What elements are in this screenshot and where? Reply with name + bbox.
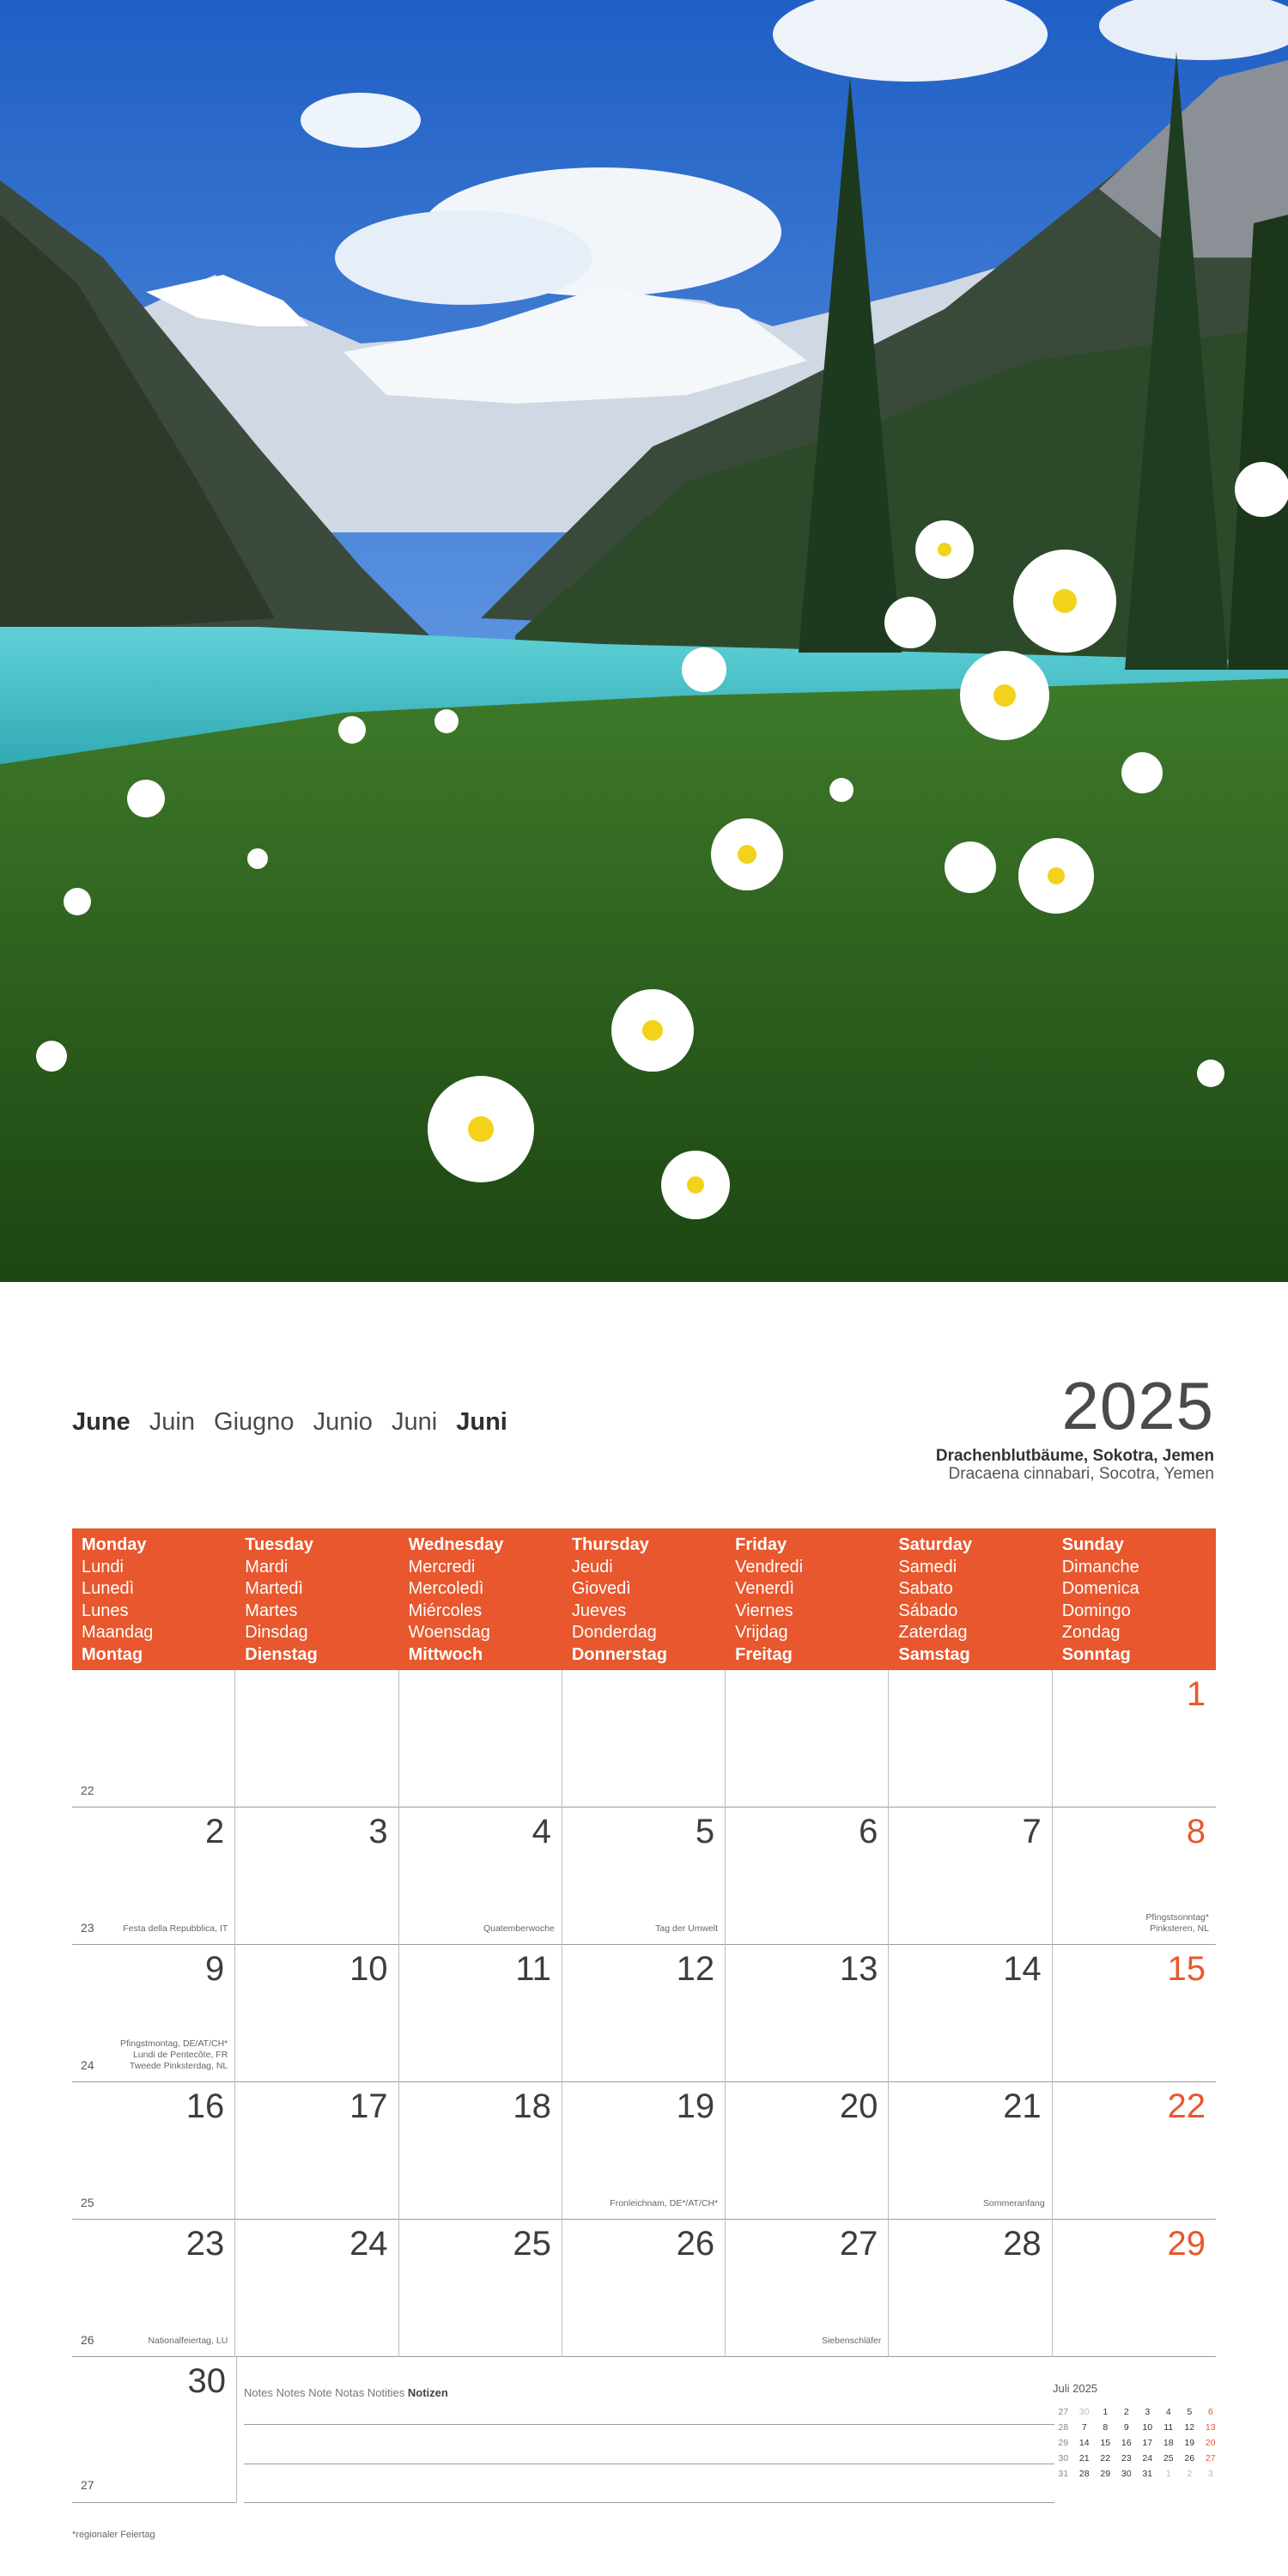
month-name-es: Junio (313, 1408, 373, 1436)
weekday-label-es: Lunes (82, 1601, 129, 1620)
weekday-label-de: Freitag (735, 1644, 793, 1664)
mini-calendar-week (1053, 2407, 1221, 2422)
day-number: 12 (676, 1950, 715, 1988)
day-cell[interactable] (1053, 2220, 1216, 2357)
month-names (72, 1408, 519, 1437)
weekday-label-it: Martedì (245, 1579, 304, 1598)
mini-week-number: 31 (1058, 2469, 1069, 2479)
notes-label-fr: Notes (276, 2386, 306, 2399)
mini-day: 28 (1078, 2469, 1090, 2479)
weekday-column (72, 1528, 235, 1670)
week-row (72, 2082, 1216, 2220)
holiday-label: Pfingstmontag, DE/AT/CH* Lundi de Pentecôte, FR Tweede Pinksterdag, NL (120, 2038, 228, 2071)
day-number: 26 (676, 2225, 715, 2263)
day-number: 18 (513, 2087, 551, 2125)
day-cell[interactable] (1053, 1670, 1216, 1807)
year-title: 2025 (1061, 1368, 1214, 1443)
photo-caption: Drachenblutbäume, Sokotra, Jemen (935, 1447, 1214, 1465)
mini-day: 31 (1142, 2469, 1153, 2479)
day-cell[interactable] (1053, 2082, 1216, 2220)
notes-label (244, 2386, 448, 2399)
mini-day: 3 (1207, 2469, 1213, 2479)
month-name-de: Juni (456, 1408, 507, 1436)
mountain-lake-image (0, 0, 1288, 1282)
mini-day: 20 (1205, 2438, 1216, 2448)
mini-day: 30 (1121, 2469, 1132, 2479)
weekday-label-fr: Dimanche (1061, 1557, 1139, 1577)
day-cell[interactable] (726, 1807, 889, 1945)
mini-day: 7 (1081, 2422, 1087, 2433)
mini-day: 27 (1205, 2453, 1216, 2464)
weekday-column (726, 1528, 889, 1670)
day-cell[interactable] (235, 2082, 398, 2220)
day-cell[interactable] (72, 2357, 237, 2503)
footnote: *regionaler Feiertag (72, 2530, 155, 2540)
weekday-label-it: Venerdì (735, 1579, 795, 1598)
weekday-label-es: Jueves (571, 1601, 627, 1620)
day-cell[interactable] (235, 1670, 398, 1807)
day-cell[interactable] (72, 1670, 235, 1807)
mini-week-number: 29 (1058, 2438, 1069, 2448)
mini-day: 2 (1123, 2407, 1129, 2417)
weekday-label-it: Mercoledì (408, 1579, 484, 1598)
day-cell[interactable] (562, 1670, 726, 1807)
week-number: 24 (81, 2058, 94, 2072)
mini-calendar-week (1053, 2438, 1221, 2453)
day-cell[interactable] (399, 2220, 562, 2357)
mini-calendar-week (1053, 2453, 1221, 2469)
holiday-label: Quatemberwoche (483, 1923, 555, 1934)
mini-day: 4 (1165, 2407, 1171, 2417)
day-number: 19 (676, 2087, 715, 2125)
weekday-label-es: Viernes (735, 1601, 793, 1620)
weekday-label-it: Giovedì (571, 1579, 631, 1598)
day-cell[interactable] (889, 1670, 1052, 1807)
day-number: 13 (839, 1950, 878, 1988)
holiday-label: Nationalfeiertag, LU (148, 2336, 228, 2346)
weekday-header (72, 1528, 1216, 1670)
day-number: 16 (185, 2087, 225, 2125)
mini-day: 9 (1123, 2422, 1129, 2433)
mini-week-number: 30 (1058, 2453, 1069, 2464)
mini-day: 26 (1184, 2453, 1195, 2464)
day-cell[interactable] (889, 2082, 1052, 2220)
weekday-label-de: Donnerstag (571, 1644, 667, 1664)
week-number: 22 (81, 1783, 94, 1797)
day-number: 20 (839, 2087, 878, 2125)
week-number: 27 (81, 2478, 94, 2492)
holiday-label: Siebenschläfer (821, 2336, 882, 2346)
day-number: 6 (859, 1813, 878, 1850)
week-number: 23 (81, 1921, 94, 1935)
day-cell[interactable] (562, 1945, 726, 2082)
week-row (72, 2220, 1216, 2357)
mini-calendar-week (1053, 2469, 1221, 2484)
weekday-label-nl: Maandag (82, 1623, 154, 1642)
weekday-column (235, 1528, 398, 1670)
weekday-label-fr: Mercredi (408, 1557, 476, 1577)
day-number: 4 (532, 1813, 551, 1850)
weekday-label-en: Wednesday (408, 1535, 504, 1554)
day-number: 10 (349, 1950, 388, 1988)
weekday-label-de: Sonntag (1061, 1644, 1131, 1664)
day-cell[interactable] (235, 2220, 398, 2357)
day-cell[interactable] (726, 1945, 889, 2082)
weekday-label-en: Sunday (1061, 1535, 1124, 1554)
day-cell[interactable] (562, 2082, 726, 2220)
day-number: 29 (1167, 2225, 1206, 2263)
weekday-label-en: Friday (735, 1535, 787, 1554)
mini-day: 18 (1163, 2438, 1174, 2448)
month-name-nl: Juni (391, 1408, 438, 1436)
day-number: 1 (1186, 1675, 1206, 1713)
mini-day: 3 (1145, 2407, 1151, 2417)
mini-day: 5 (1187, 2407, 1193, 2417)
mini-calendar-title: Juli 2025 (1053, 2382, 1098, 2395)
mini-calendar-week (1053, 2422, 1221, 2438)
day-number: 8 (1186, 1813, 1206, 1850)
day-cell[interactable] (1053, 1945, 1216, 2082)
week-number: 26 (81, 2333, 94, 2347)
weekday-label-nl: Zondag (1061, 1623, 1121, 1642)
month-name-it: Giugno (214, 1408, 295, 1436)
holiday-label: Pfingstsonntag* Pinksteren, NL (1145, 1912, 1209, 1934)
day-cell[interactable] (562, 1807, 726, 1945)
day-cell[interactable] (72, 2082, 235, 2220)
weekday-label-de: Mittwoch (408, 1644, 483, 1664)
weekday-label-nl: Vrijdag (735, 1623, 788, 1642)
mini-day: 12 (1184, 2422, 1195, 2433)
weekday-label-en: Thursday (571, 1535, 649, 1554)
mini-day: 2 (1187, 2469, 1193, 2479)
mini-day: 1 (1165, 2469, 1171, 2479)
weekday-label-de: Samstag (898, 1644, 970, 1664)
day-number: 17 (349, 2087, 388, 2125)
weekday-label-fr: Jeudi (571, 1557, 613, 1577)
mini-day: 29 (1100, 2469, 1111, 2479)
week-row (72, 1945, 1216, 2082)
weekday-label-fr: Lundi (82, 1557, 124, 1577)
weekday-column (562, 1528, 726, 1670)
mini-day: 6 (1207, 2407, 1213, 2417)
mini-day: 22 (1100, 2453, 1111, 2464)
notes-label-es: Notas (335, 2386, 365, 2399)
mini-day: 24 (1142, 2453, 1153, 2464)
notes-label-it: Note (308, 2386, 332, 2399)
day-cell[interactable] (889, 2220, 1052, 2357)
day-cell[interactable] (889, 1945, 1052, 2082)
weekday-label-nl: Zaterdag (898, 1623, 968, 1642)
mini-day: 13 (1205, 2422, 1216, 2433)
week-row (72, 1670, 1216, 1807)
calendar-grid (72, 1670, 1216, 2357)
mini-day: 8 (1103, 2422, 1109, 2433)
mini-day: 11 (1163, 2422, 1174, 2433)
mini-day: 30 (1078, 2407, 1090, 2417)
month-name-fr: Juin (149, 1408, 195, 1436)
weekday-label-fr: Samedi (898, 1557, 957, 1577)
calendar-last-row (72, 2357, 1216, 2503)
day-cell[interactable] (399, 2082, 562, 2220)
week-row (72, 1807, 1216, 1945)
holiday-label: Sommeranfang (982, 2198, 1045, 2208)
day-cell[interactable] (726, 1670, 889, 1807)
week-number: 25 (81, 2196, 94, 2209)
day-cell[interactable] (399, 1807, 562, 1945)
mini-calendar-rows (1053, 2407, 1221, 2484)
mini-day: 14 (1078, 2438, 1090, 2448)
day-number: 24 (349, 2225, 388, 2263)
mini-week-number: 27 (1058, 2407, 1069, 2417)
day-cell[interactable] (889, 1807, 1052, 1945)
weekday-label-en: Tuesday (245, 1535, 313, 1554)
weekday-label-en: Monday (82, 1535, 147, 1554)
weekday-label-es: Miércoles (408, 1601, 483, 1620)
photo-caption-latin: Dracaena cinnabari, Socotra, Yemen (948, 1465, 1214, 1483)
mini-calendar-next-month (1053, 2382, 1221, 2484)
notes-label-en: Notes (244, 2386, 273, 2399)
day-number: 2 (205, 1813, 225, 1850)
mini-day: 15 (1100, 2438, 1111, 2448)
weekday-column (889, 1528, 1052, 1670)
mini-day: 1 (1103, 2407, 1109, 2417)
day-number: 15 (1167, 1950, 1206, 1988)
mini-day: 19 (1184, 2438, 1195, 2448)
weekday-label-en: Saturday (898, 1535, 972, 1554)
weekday-column (399, 1528, 562, 1670)
mini-day: 16 (1121, 2438, 1132, 2448)
mini-week-number: 28 (1058, 2422, 1069, 2433)
day-cell[interactable] (399, 1670, 562, 1807)
weekday-label-fr: Vendredi (735, 1557, 804, 1577)
day-cell[interactable] (235, 1945, 398, 2082)
weekday-label-de: Montag (82, 1644, 143, 1664)
weekday-column (1053, 1528, 1216, 1670)
day-cell[interactable] (72, 1807, 235, 1945)
day-cell[interactable] (235, 1807, 398, 1945)
day-cell[interactable] (726, 2082, 889, 2220)
day-number: 5 (695, 1813, 715, 1850)
day-number: 3 (368, 1813, 388, 1850)
notes-label-nl: Notities (367, 2386, 405, 2399)
day-number: 23 (185, 2225, 225, 2263)
weekday-label-es: Martes (245, 1601, 298, 1620)
day-number: 11 (515, 1950, 551, 1988)
weekday-label-nl: Woensdag (408, 1623, 490, 1642)
mini-day: 21 (1078, 2453, 1090, 2464)
day-number: 27 (839, 2225, 878, 2263)
notes-line[interactable] (244, 2502, 1054, 2503)
day-number: 22 (1167, 2087, 1206, 2125)
day-cell[interactable] (726, 2220, 889, 2357)
holiday-label: Fronleichnam, DE*/AT/CH* (610, 2198, 719, 2208)
day-cell[interactable] (399, 1945, 562, 2082)
notes-label-de: Notizen (407, 2386, 448, 2399)
weekday-label-de: Dienstag (245, 1644, 318, 1664)
day-number: 28 (1003, 2225, 1042, 2263)
landscape-photo (0, 0, 1288, 1282)
weekday-label-nl: Dinsdag (245, 1623, 308, 1642)
holiday-label: Festa della Repubblica, IT (123, 1923, 228, 1934)
day-number: 25 (513, 2225, 551, 2263)
weekday-label-es: Domingo (1061, 1601, 1131, 1620)
weekday-label-it: Domenica (1061, 1579, 1139, 1598)
mini-day: 10 (1142, 2422, 1153, 2433)
day-number: 21 (1003, 2087, 1042, 2125)
weekday-label-nl: Donderdag (571, 1623, 657, 1642)
day-cell[interactable] (72, 1945, 235, 2082)
weekday-label-it: Lunedì (82, 1579, 135, 1598)
month-name-en: June (72, 1408, 131, 1436)
weekday-label-es: Sábado (898, 1601, 958, 1620)
mini-day: 17 (1142, 2438, 1153, 2448)
weekday-label-fr: Mardi (245, 1557, 289, 1577)
weekday-label-it: Sabato (898, 1579, 953, 1598)
day-number: 9 (205, 1950, 225, 1988)
mini-day: 25 (1163, 2453, 1174, 2464)
holiday-label: Tag der Umwelt (655, 1923, 719, 1934)
day-number: 30 (187, 2362, 226, 2400)
day-number: 7 (1022, 1813, 1042, 1850)
day-cell[interactable] (1053, 1807, 1216, 1945)
mini-day: 23 (1121, 2453, 1132, 2464)
day-cell[interactable] (562, 2220, 726, 2357)
day-number: 14 (1003, 1950, 1042, 1988)
notes-line[interactable] (244, 2424, 1054, 2425)
day-cell[interactable] (72, 2220, 235, 2357)
